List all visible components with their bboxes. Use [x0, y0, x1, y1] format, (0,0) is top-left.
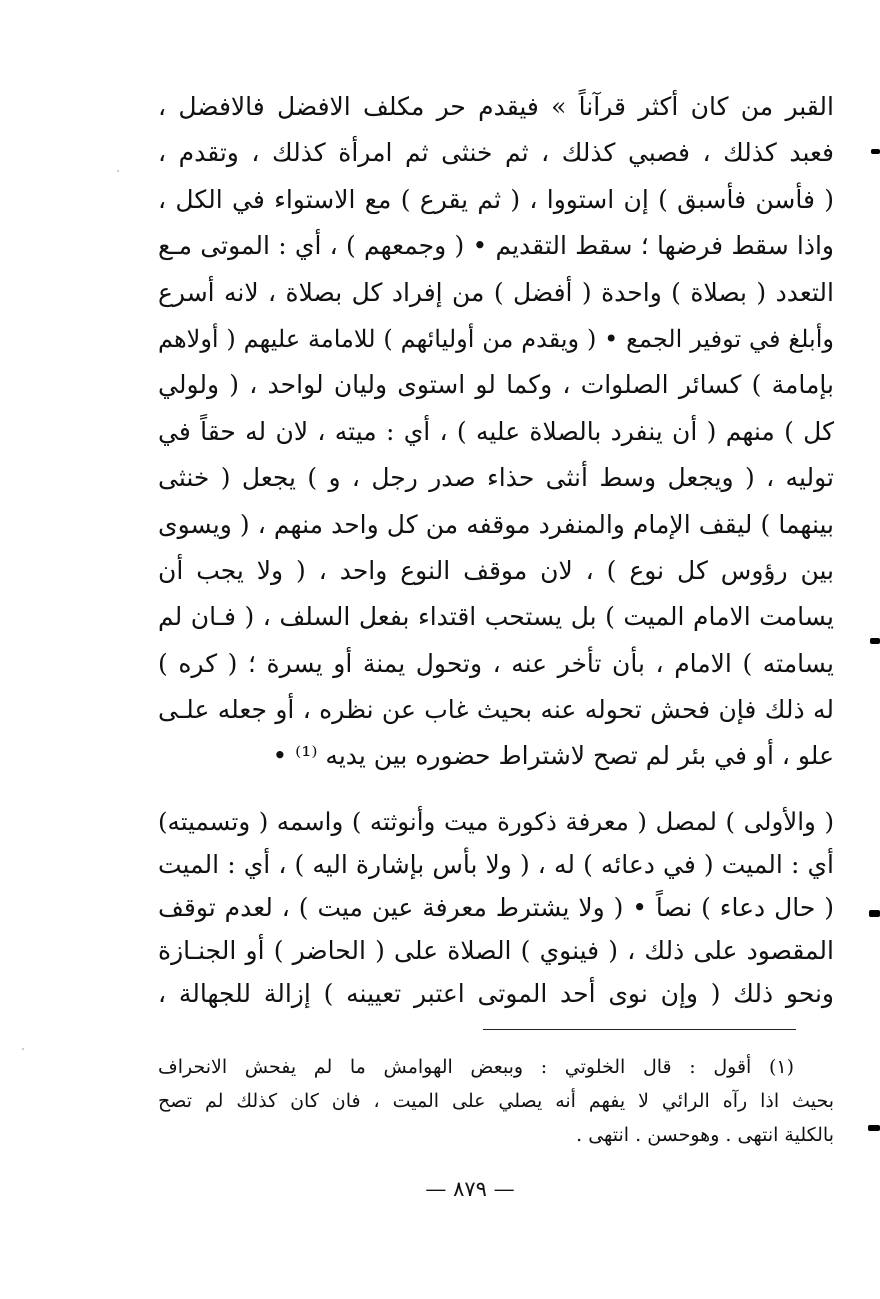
margin-mark	[870, 638, 880, 644]
margin-mark	[868, 1125, 880, 1131]
text-line: القبر من كان أكثر قرآناً » فيقدم حر مكلف الافضل فالافضل ،	[158, 92, 834, 121]
text-line: يسامت الامام الميت ) بل يستحب اقتداء بفعل السلف ، ( فـان لم	[158, 602, 834, 632]
footnote	[158, 1050, 834, 1152]
text-line: توليه ، ( ويجعل وسط أنثى حذاء صدر رجل ، و ) يجعل ( خنثى	[158, 463, 834, 493]
page-number: — ٨٧٩ —	[425, 1177, 515, 1201]
margin-mark	[869, 910, 880, 917]
text-line: أي : الميت ( في دعائه ) له ، ( ولا بأس بإشارة اليه ) ، أي : الميت	[158, 850, 834, 879]
scan-speck	[22, 1048, 24, 1050]
text-line: له ذلك فإن فحش تحوله عنه بحيث غاب عن نظره ، أو جعله علـى	[158, 695, 834, 725]
text-line: علو ، أو في بئر لم تصح لاشتراط حضوره بين يديه ⁽¹⁾ •	[272, 741, 834, 771]
text-line: واذا سقط فرضها ؛ سقط التقديم • ( وجمعهم ) ، أي : الموتى مـع	[158, 231, 834, 261]
footnote-line: بحيث اذا رآه الرائي لا يفهم أنه يصلي على الميت ، فان كان كذلك لم تصح	[158, 1090, 834, 1112]
text-line: ( والأولى ) لمصل ( معرفة ذكورة ميت وأنوثته ) واسمه ( وتسميته)	[158, 807, 834, 836]
text-line: ونحو ذلك ( وإن نوى أحد الموتى اعتبر تعيينه ) إزالة للجهالة ،	[158, 979, 834, 1008]
text-line: وأبلغ في توفير الجمع • ( ويقدم من أوليائهم ) للامامة عليهم ( أولاهم	[158, 324, 834, 353]
footnote-separator	[483, 1029, 796, 1030]
text-line: بينهما ) ليقف الإمام والمنفرد موقفه من كل واحد منهم ، ( ويسوى	[158, 509, 834, 539]
text-line: ( فأسن فأسبق ) إن استووا ، ( ثم يقرع ) مع الاستواء في الكل ،	[158, 184, 834, 214]
main-paragraph-2	[158, 800, 834, 1015]
footnote-line: بالكلية انتهى . وهوحسن . انتهى .	[576, 1124, 834, 1146]
text-line: فعبد كذلك ، فصبي كذلك ، ثم خنثى ثم امرأة كذلك ، وتقدم ،	[158, 138, 834, 168]
scan-speck	[117, 170, 119, 172]
margin-mark	[871, 149, 880, 154]
text-line: ( حال دعاء ) نصاً • ( ولا يشترط معرفة عين ميت ) ، لعدم توقف	[158, 893, 834, 922]
main-paragraph-1	[158, 84, 834, 780]
text-line: كل ) منهم ( أن ينفرد بالصلاة عليه ) ، أي : ميته ، لان له حقاً في	[158, 416, 834, 446]
text-line: بإمامة ) كسائر الصلوات ، وكما لو استوى وليان لواحد ، ( ولولي	[158, 370, 834, 400]
footnote-line: (١) أقول : قال الخلوتي : وببعض الهوامش ما لم يفحش الانحراف	[158, 1056, 794, 1078]
text-line: بين رؤوس كل نوع ) ، لان موقف النوع واحد ، ( ولا يجب أن	[158, 555, 834, 585]
text-line: يسامته ) الامام ، بأن تأخر عنه ، وتحول يمنة أو يسرة ؛ ( كره )	[158, 648, 834, 678]
text-line: المقصود على ذلك ، ( فينوي ) الصلاة على ( الحاضر ) أو الجنـازة	[158, 936, 834, 965]
text-line: التعدد ( بصلاة ) واحدة ( أفضل ) من إفراد كل بصلاة ، لانه أسرع	[158, 277, 834, 307]
